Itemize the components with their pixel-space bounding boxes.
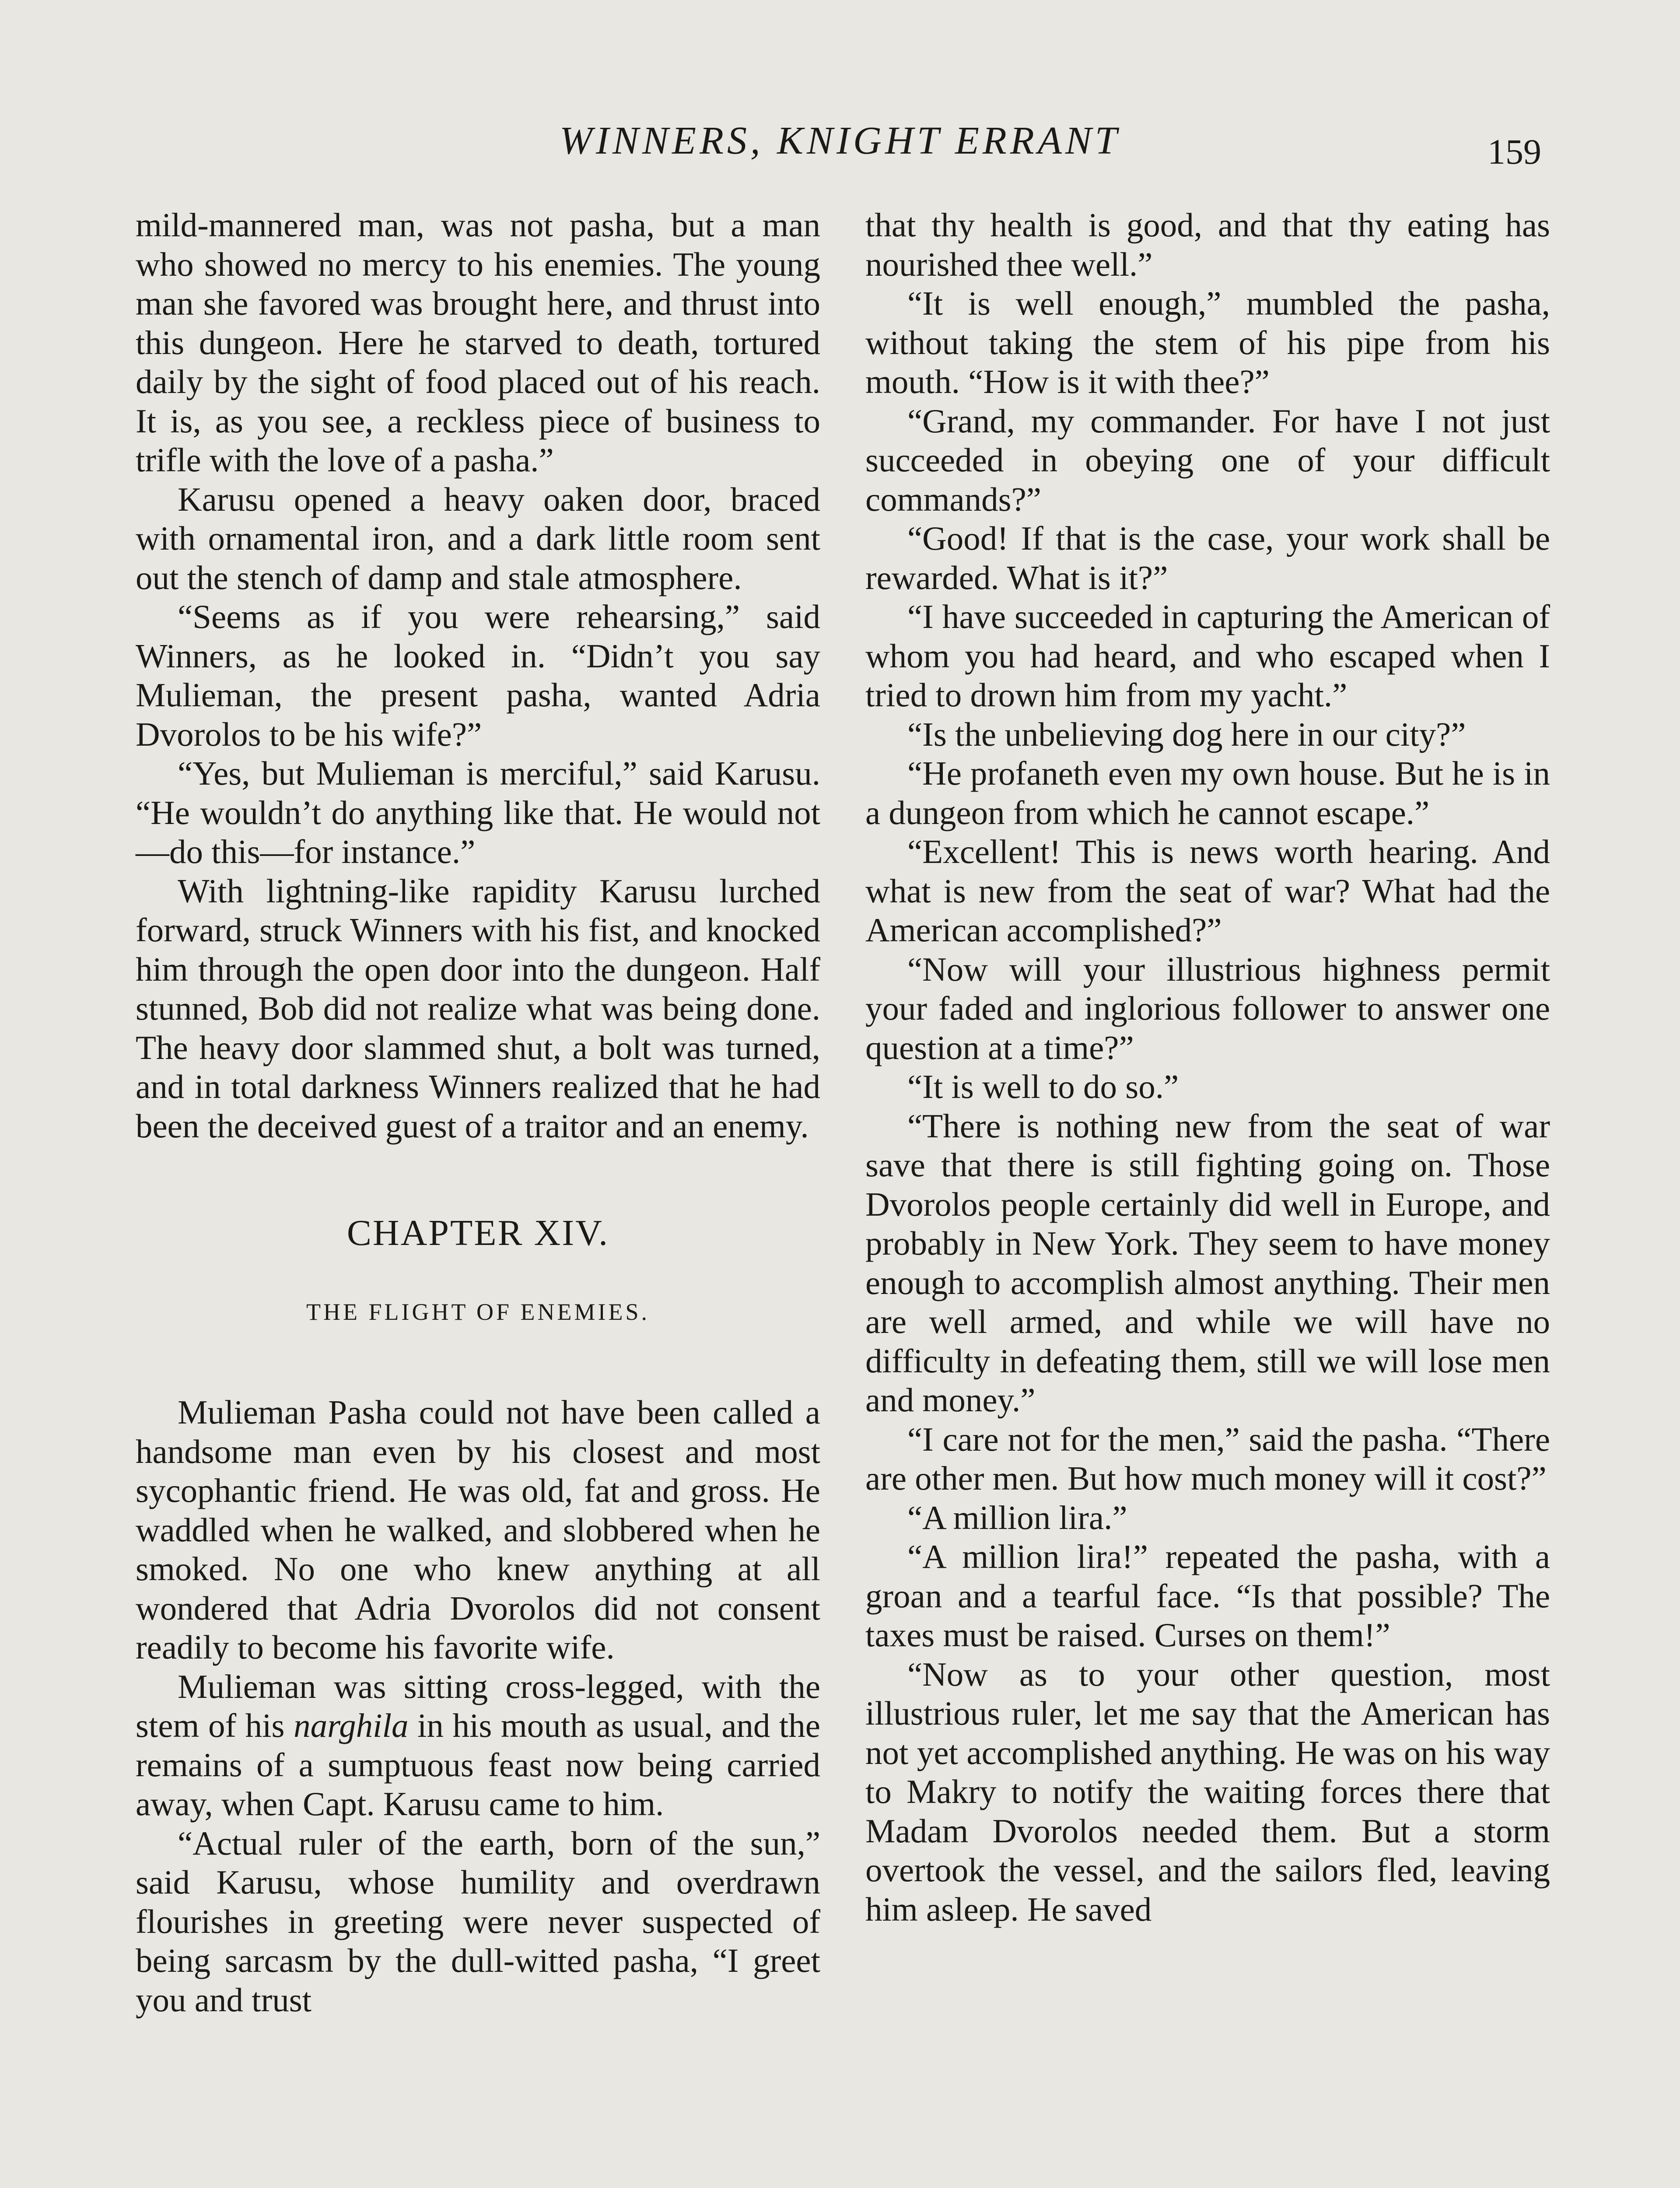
- paragraph: “Seems as if you were rehearsing,” said Winners, as he looked in. “Didn’t you say Mulieman, the present pasha, wanted Adria Dvorolos to be his wife?”: [136, 598, 820, 753]
- paragraph: “There is nothing new from the seat of war save that there is still fighting going on. Those Dvorolos people certainly did well in Europe, and probably in New York. They seem to have money enough to accomplish almost anything. Their men are well armed, and while we will have no difficulty in defeating them, still we will lose men and money.”: [865, 1107, 1550, 1419]
- paragraph: Karusu opened a heavy oaken door, braced with ornamental iron, and a dark little room sent out the stench of damp and stale atmosphere.: [136, 480, 820, 596]
- paragraph: With lightning-like rapidity Karusu lurched forward, struck Winners with his fist, and knocked him through the open door into the dungeon. Half stunned, Bob did not realize what was being done. The heavy door slammed shut, a bolt was turned, and in total darkness Winners realized that he had been the deceived guest of a traitor and an enemy.: [136, 872, 820, 1145]
- paragraph: “Yes, but Mulieman is merciful,” said Karusu. “He wouldn’t do anything like that. He would not—do this—for instance.”: [136, 754, 820, 870]
- paragraph: “A million lira.”: [907, 1498, 1127, 1536]
- right-column: [865, 206, 1550, 1929]
- paragraph: “It is well enough,” mumbled the pasha, without taking the stem of his pipe from his mouth. “How is it with thee?”: [865, 284, 1550, 400]
- chapter-heading: CHAPTER XIV.: [346, 1213, 609, 1253]
- paragraph: “I care not for the men,” said the pasha. “There are other men. But how much money will it cost?”: [865, 1420, 1550, 1497]
- paragraph: [136, 1667, 820, 1824]
- paragraph: “It is well to do so.”: [907, 1068, 1179, 1105]
- text-run: Mulieman was sitting cross-legged, with the stem of his: [136, 1667, 820, 1744]
- paragraph: Mulieman Pasha could not have been called a handsome man even by his closest and most sycophantic friend. He was old, fat and gross. He waddled when he walked, and slobbered when he smoked. No one who knew anything at all wondered that Adria Dvorolos did not consent readily to become his favorite wife.: [136, 1393, 820, 1666]
- page-number: 159: [1488, 132, 1541, 172]
- italic-term: narghila: [294, 1707, 409, 1744]
- paragraph: “Good! If that is the case, your work shall be rewarded. What is it?”: [865, 519, 1550, 596]
- paragraph: “Now will your illustrious highness permit your faded and inglorious follower to answer one question at a time?”: [865, 950, 1550, 1066]
- chapter-subtitle: THE FLIGHT OF ENEMIES.: [306, 1299, 650, 1325]
- text-run: in his mouth as usual, and the remains of a sumptuous feast now being carried away, when Capt. Karusu came to him.: [136, 1707, 820, 1823]
- running-header: WINNERS, KNIGHT ERRANT: [560, 119, 1120, 162]
- paragraph: mild-mannered man, was not pasha, but a man who showed no mercy to his enemies. The young man she favored was brought here, and thrust into this dungeon. Here he starved to death, tortured daily by the sight of food placed out of his reach. It is, as you see, a reckless piece of business to trifle with the love of a pasha.”: [136, 206, 820, 479]
- paragraph: “Excellent! This is news worth hearing. And what is new from the seat of war? What had the American accomplished?”: [865, 833, 1550, 949]
- paragraph: that thy health is good, and that thy eating has nourished thee well.”: [865, 206, 1550, 283]
- paragraph: “A million lira!” repeated the pasha, with a groan and a tearful face. “Is that possible? The taxes must be raised. Curses on them!”: [865, 1538, 1550, 1654]
- paragraph: “Now as to your other question, most illustrious ruler, let me say that the American has not yet accomplished anything. He was on his way to Makry to notify the waiting forces there that Madam Dvorolos needed them. But a storm overtook the vessel, and the sailors fled, leaving him asleep. He saved: [865, 1655, 1550, 1928]
- paragraph: “I have succeeded in capturing the American of whom you had heard, and who escaped when I tried to drown him from my yacht.”: [865, 598, 1550, 714]
- paragraph: “Grand, my commander. For have I not just succeeded in obeying one of your difficult commands?”: [865, 402, 1550, 518]
- left-column: [136, 206, 820, 2020]
- paragraph: “Actual ruler of the earth, born of the sun,” said Karusu, whose humility and overdrawn flourishes in greeting were never suspected of being sarcasm by the dull-witted pasha, “I greet you and trust: [136, 1824, 820, 2019]
- paragraph: “He profaneth even my own house. But he is in a dungeon from which he cannot escape.”: [865, 754, 1550, 831]
- paragraph: “Is the unbelieving dog here in our city?”: [907, 715, 1466, 753]
